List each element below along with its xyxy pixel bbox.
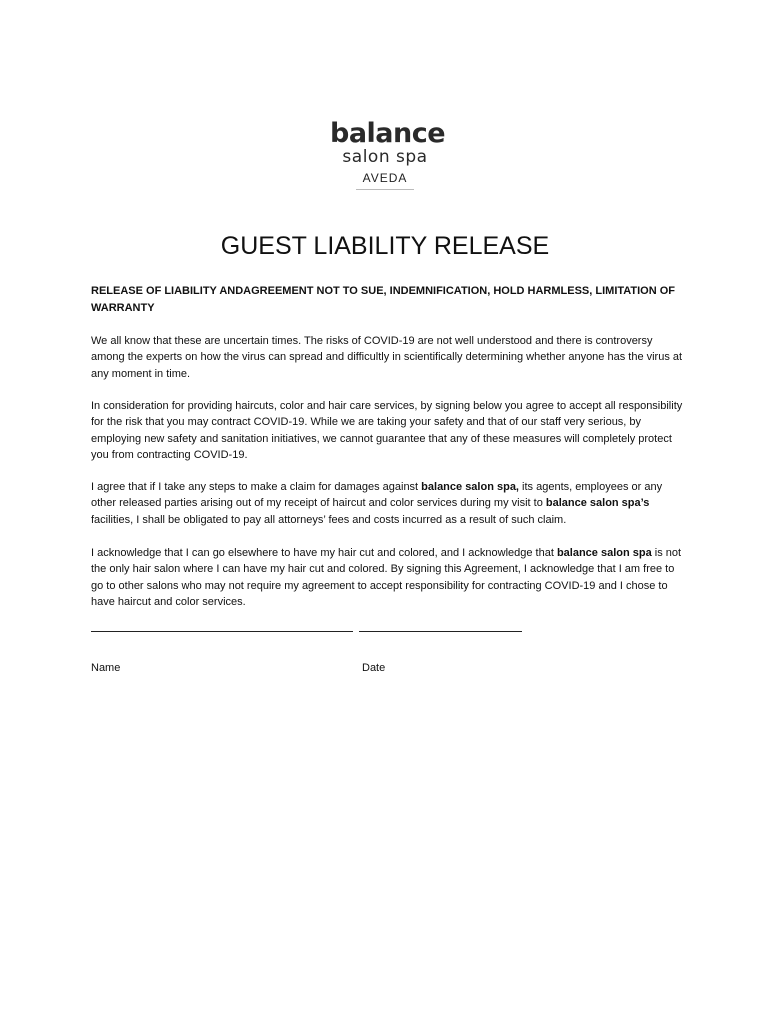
company-logo bbox=[330, 118, 446, 192]
logo-tagline-rule bbox=[356, 189, 414, 190]
logo-wordmark-salon-spa: salon spa bbox=[342, 147, 428, 167]
paragraph-text: facilities, I shall be obligated to pay all attorneys’ fees and costs incurred as a result of such claim. bbox=[91, 513, 567, 526]
paragraph-consideration: In consideration for providing haircuts, color and hair care services, by signing below you agree to accept all responsibility for the risk that you may contract COVID-19. While we are taking your safety and that of our staff very serious, by employing new safety and sanitation initiatives, we cannot guarantee that any of these measures will completely protect you from contracting COVID-19. bbox=[91, 400, 683, 461]
paragraph-text: I agree that if I take any steps to make a claim for damages against bbox=[91, 481, 422, 493]
paragraph-text: is not the only hair salon where I can have my hair cut and colored. By signing this Agreement, I acknowledge that I am free to go to other salons who may not require my agreement to accept responsibility for contracting COVID-19 and I chose to have haircut and color services. bbox=[91, 547, 682, 608]
salon-name-bold: balance salon spa bbox=[556, 547, 652, 559]
date-signature-line[interactable] bbox=[359, 631, 522, 632]
paragraph-claims bbox=[91, 479, 686, 528]
paragraph-text: I acknowledge that I can go elsewhere to have my hair cut and colored, and I acknowledge that bbox=[91, 547, 557, 559]
paragraph-covid-risk: We all know that these are uncertain times. The risks of COVID-19 are not well understood and there is controversy among the experts on how the virus can spread and difficultly in scientifically determining whether anyone has the virus at any moment in time. bbox=[91, 335, 683, 380]
logo-wordmark-balance: balance bbox=[330, 118, 446, 149]
paragraph-text: its agents, employees or any other released parties arising out of my receipt of haircut and color services during my visit to bbox=[91, 481, 663, 510]
salon-name-bold: balance salon spa’s bbox=[545, 497, 650, 510]
logo-wordmark-aveda: AVEDA bbox=[362, 171, 408, 185]
document-title: GUEST LIABILITY RELEASE bbox=[220, 232, 550, 260]
paragraph-acknowledgement bbox=[91, 545, 686, 610]
document-subheading: RELEASE OF LIABILITY ANDAGREEMENT NOT TO SUE, INDEMNIFICATION, HOLD HARMLESS, LIMITATION OF WARRANTY bbox=[91, 285, 676, 314]
date-label: Date bbox=[362, 662, 386, 674]
name-label: Name bbox=[91, 662, 121, 674]
name-signature-line[interactable] bbox=[91, 631, 353, 632]
salon-name-bold: balance salon spa, bbox=[421, 481, 519, 493]
